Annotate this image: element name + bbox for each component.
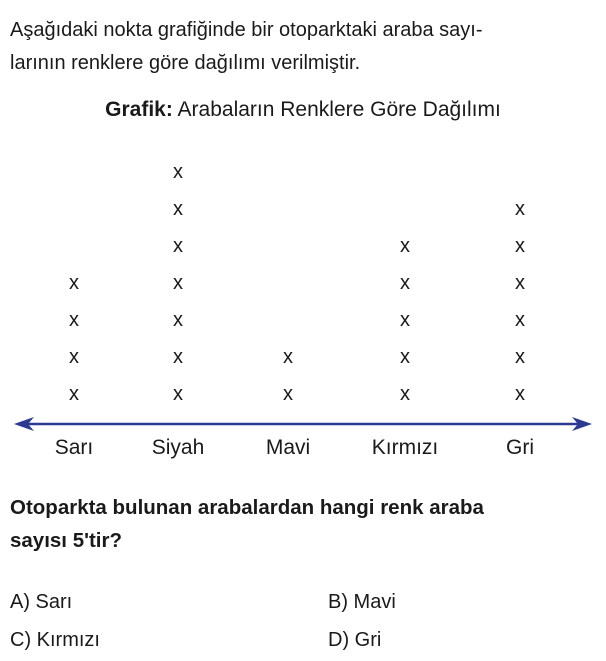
dot-plot-marks [69,161,525,405]
number-line-axis [14,417,592,431]
chart-title [0,96,606,124]
dot-plot-mark: x [69,346,79,368]
category-labels [55,436,534,459]
dot-plot [0,150,606,470]
category-label: Mavi [265,436,311,459]
option-a[interactable]: A) Sarı [10,591,73,613]
question-line-1: Otoparkta bulunan arabalardan hangi renk araba [10,496,484,519]
dot-plot-mark: x [400,383,410,405]
dot-plot-mark: x [400,272,410,294]
chart-title-label: Grafik: [105,98,173,121]
dot-plot-mark: x [515,346,525,368]
option-d[interactable]: D) Gri [328,629,382,651]
question-line-2: sayısı 5'tir? [10,529,122,552]
dot-plot-mark: x [400,309,410,331]
dot-plot-mark: x [69,309,79,331]
intro-line-1: Aşağıdaki nokta grafiğinde bir otoparktaki araba sayı- [10,19,483,41]
category-label: Gri [506,436,534,459]
question-text [10,491,606,557]
dot-plot-mark: x [515,198,525,220]
dot-plot-mark: x [69,383,79,405]
dot-plot-mark: x [173,309,183,331]
dot-plot-mark: x [515,383,525,405]
category-label: Kırmızı [371,436,439,459]
option-c[interactable]: C) Kırmızı [10,629,100,651]
dot-plot-mark: x [515,309,525,331]
dot-plot-mark: x [283,383,293,405]
option-b[interactable]: B) Mavi [328,591,396,613]
dot-plot-mark: x [173,346,183,368]
intro-line-2: larının renklere göre dağılımı verilmiştir. [10,52,361,74]
dot-plot-mark: x [69,272,79,294]
dot-plot-mark: x [283,346,293,368]
intro-text [10,14,600,80]
dot-plot-mark: x [400,346,410,368]
dot-plot-mark: x [515,272,525,294]
dot-plot-mark: x [173,272,183,294]
chart-title-text: Arabaların Renklere Göre Dağılımı [177,98,501,121]
dot-plot-mark: x [400,235,410,257]
category-label: Sarı [54,436,94,459]
dot-plot-mark: x [173,198,183,220]
dot-plot-mark: x [173,161,183,183]
category-label: Siyah [151,436,205,459]
dot-plot-mark: x [515,235,525,257]
dot-plot-mark: x [173,235,183,257]
dot-plot-mark: x [173,383,183,405]
